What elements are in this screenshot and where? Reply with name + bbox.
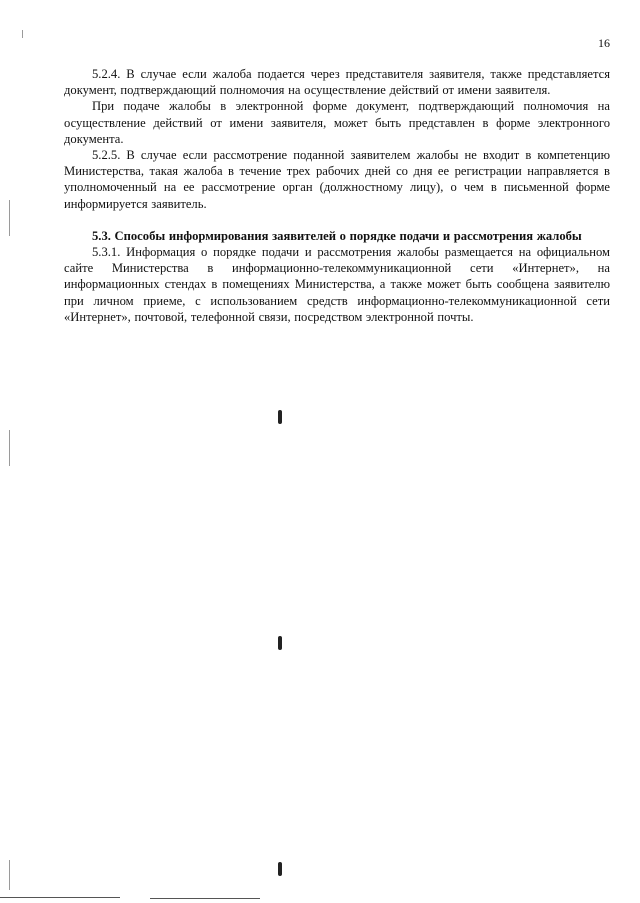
margin-mark-1 [9, 200, 10, 236]
margin-mark-3 [9, 860, 10, 890]
bottom-edge-line-right [150, 898, 260, 899]
paragraph-5-2-4: 5.2.4. В случае если жалоба подается через представителя заявителя, также представляется документ, подтверждающий полномочия на осуществление действий от имени заявителя. [64, 67, 610, 98]
document-body [64, 66, 610, 325]
scan-mark-middle [278, 636, 282, 650]
page-number: 16 [598, 36, 610, 50]
bottom-edge-line-left [0, 897, 120, 898]
paragraph-electronic-form: При подаче жалобы в электронной форме документ, подтверждающий полномочия на осуществление действий от имени заявителя, может быть представлен в форме электронного документа. [64, 99, 610, 146]
margin-mark-2 [9, 430, 10, 466]
scan-mark-bottom [278, 862, 282, 876]
corner-mark [22, 30, 23, 38]
paragraph-5-2-5: 5.2.5. В случае если рассмотрение поданной заявителем жалобы не входит в компетенцию Министерства, такая жалоба в течение трех рабочих дней со дня ее регистрации направляется в уполномоченный на ее рассмотрение орган (должностному лицу), о чем в письменной форме информируется заявитель. [64, 148, 610, 211]
scan-mark-top [278, 410, 282, 424]
paragraph-5-3-1: 5.3.1. Информация о порядке подачи и рассмотрения жалобы размещается на официальном сайте Министерства в информационно-телекоммуникационной сети «Интернет», на информационных стендах в помещениях Министерства, а также может быть сообщена заявителю при личном приеме, с использованием средств информационно-телекоммуникационной сети «Интернет», почтовой, телефонной связи, посредством электронной почты. [64, 245, 610, 324]
section-heading-5-3: 5.3. Способы информирования заявителей о порядке подачи и рассмотрения жалобы [92, 228, 582, 243]
